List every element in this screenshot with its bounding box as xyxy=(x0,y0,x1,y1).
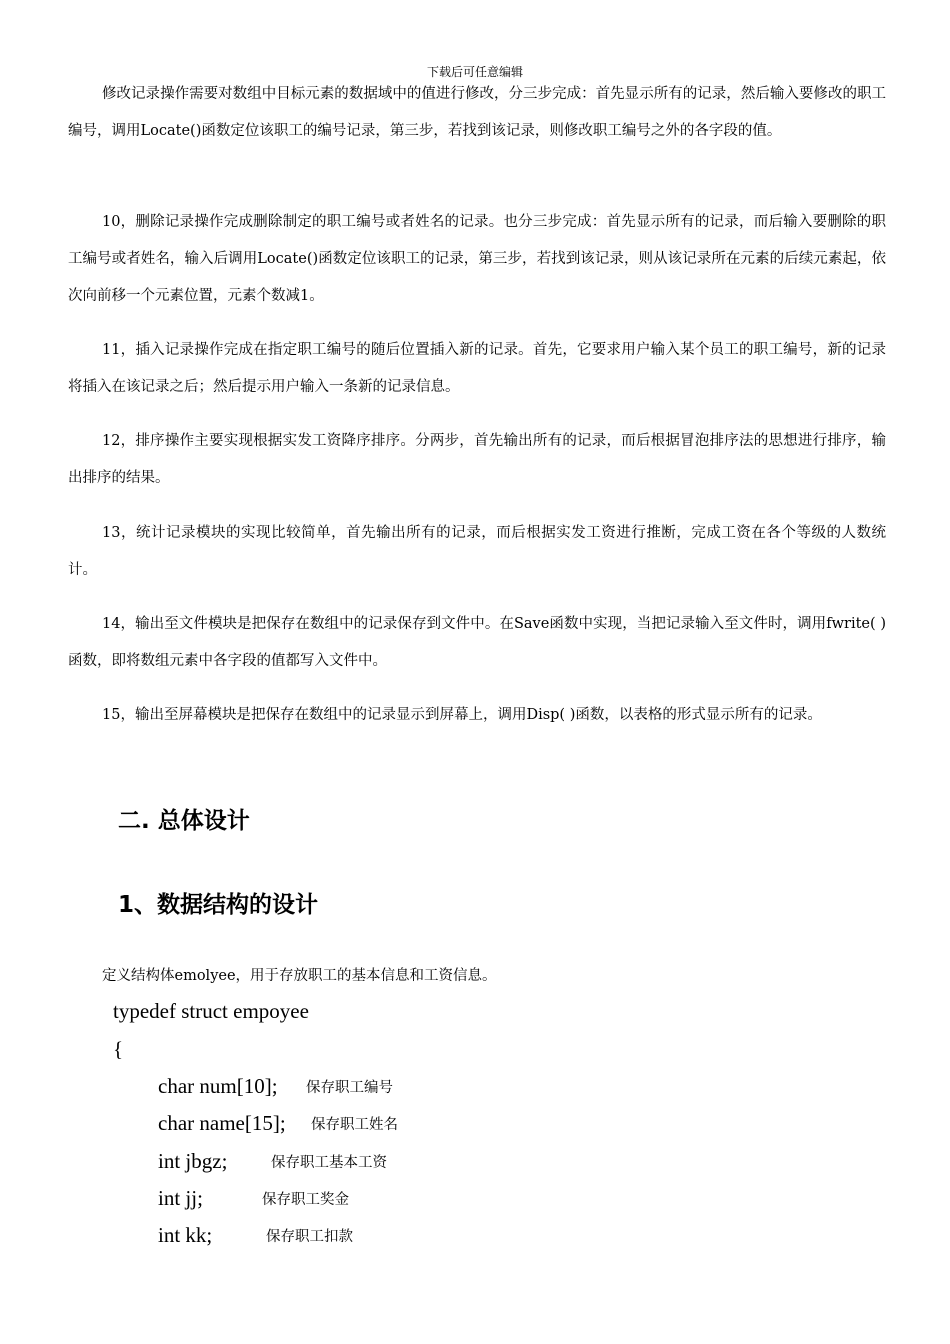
paragraph-delete-record: 10，删除记录操作完成删除制定的职工编号或者姓名的记录。也分三步完成：首先显示所有的记录，而后输入要删除的职工编号或者姓名，输入后调用Locate()函数定位该职工的记录，第三步，若找到该记录，则从该记录所在元素的后续元素起，依次向前移一个元素位置，元素个数减1。 xyxy=(68,214,886,304)
paragraph-sort-record: 12，排序操作主要实现根据实发工资降序排序。分两步，首先输出所有的记录，而后根据冒泡排序法的思想进行排序，输出排序的结果。 xyxy=(68,433,886,486)
paragraph-output-file: 14，输出至文件模块是把保存在数组中的记录保存到文件中。在Save函数中实现，当把记录输入至文件时，调用fwrite( )函数，即将数组元素中各字段的值都写入文件中。 xyxy=(68,616,886,669)
paragraph-output-screen: 15，输出至屏幕模块是把保存在数组中的记录显示到屏幕上，调用Disp( )函数，以表格的形式显示所有的记录。 xyxy=(102,707,822,723)
struct-intro-text: 定义结构体emolyee，用于存放职工的基本信息和工资信息。 xyxy=(102,968,497,984)
field-comment: 保存职工扣款 xyxy=(266,1229,353,1245)
code-open-brace: { xyxy=(113,1037,124,1061)
field-comment: 保存职工基本工资 xyxy=(271,1155,387,1171)
field-comment: 保存职工奖金 xyxy=(262,1192,349,1208)
field-declaration: char num[10]; xyxy=(158,1074,278,1098)
field-declaration: int jj; xyxy=(158,1186,203,1210)
paragraph-insert-record: 11，插入记录操作完成在指定职工编号的随后位置插入新的记录。首先，它要求用户输入某个员工的职工编号，新的记录将插入在该记录之后；然后提示用户输入一条新的记录信息。 xyxy=(68,342,886,395)
section-heading: 二. 总体设计 xyxy=(118,808,250,834)
field-declaration: int kk; xyxy=(158,1223,213,1247)
page-header-note: 下载后可任意编辑 xyxy=(426,65,523,79)
code-typedef-line: typedef struct empoyee xyxy=(113,999,309,1023)
field-comment: 保存职工姓名 xyxy=(311,1117,398,1133)
field-comment: 保存职工编号 xyxy=(306,1080,393,1096)
subsection-heading: 1、数据结构的设计 xyxy=(118,892,319,918)
field-declaration: char name[15]; xyxy=(158,1111,286,1135)
field-declaration: int jbgz; xyxy=(158,1149,228,1173)
paragraph-stats-record: 13，统计记录模块的实现比较简单，首先输出所有的记录，而后根据实发工资进行推断，完成工资在各个等级的人数统计。 xyxy=(68,525,886,578)
paragraph-modify-record: 修改记录操作需要对数组中目标元素的数据域中的值进行修改，分三步完成：首先显示所有的记录，然后输入要修改的职工编号，调用Locate()函数定位该职工的编号记录，第三步，若找到该记录，则修改职工编号之外的各字段的值。 xyxy=(68,86,886,139)
